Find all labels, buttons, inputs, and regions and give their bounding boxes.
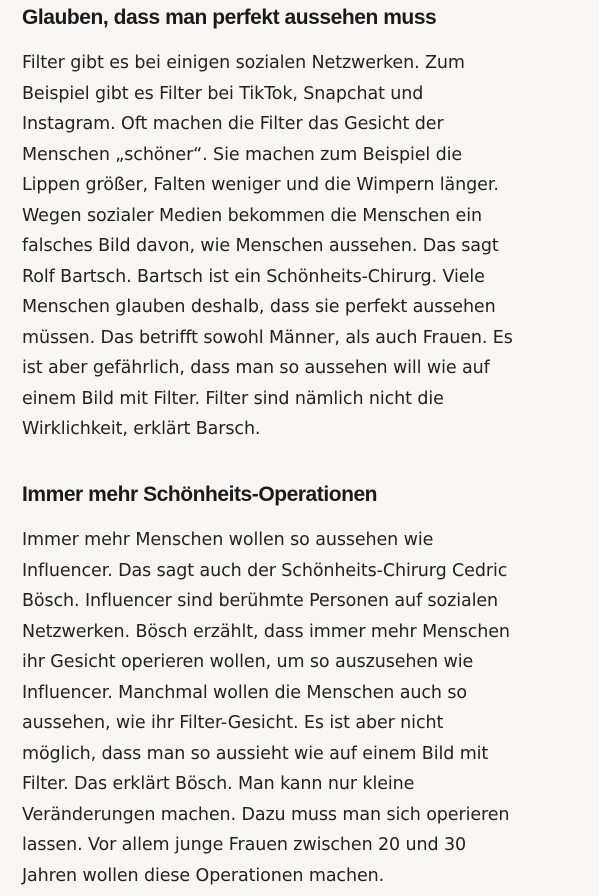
section-heading-operations: Immer mehr Schönheits-Operationen [22, 483, 378, 506]
text-line: Wirklichkeit, erklärt Barsch. [22, 419, 261, 439]
text-line: Filter. Das erklärt Bösch. Man kann nur kleine [22, 774, 415, 794]
text-line: müssen. Das betrifft sowohl Männer, als auch Frauen. Es [22, 327, 513, 348]
text-line: Immer mehr Menschen wollen so aussehen wie [22, 530, 434, 550]
text-line: Wegen sozialer Medien bekommen die Menschen ein [22, 205, 482, 226]
text-line: falsches Bild davon, wie Menschen aussehen. Das sagt [22, 236, 499, 256]
text-line: Influencer. Manchmal wollen die Menschen auch so [22, 682, 467, 703]
text-line: ihr Gesicht operieren wollen, um so auszusehen wie [22, 652, 474, 672]
text-line: Netzwerken. Bösch erzählt, dass immer mehr Menschen [22, 621, 510, 642]
text-line: Filter gibt es bei einigen sozialen Netzwerken. Zum [22, 53, 465, 73]
text-line: möglich, dass man so aussieht wie auf einem Bild mit [22, 743, 489, 764]
text-line: Bösch. Influencer sind berühmte Personen auf sozialen [22, 591, 499, 611]
text-line: Influencer. Das sagt auch der Schönheits-Chirurg Cedric [22, 560, 508, 581]
paragraph-operations [22, 525, 510, 891]
text-line: aussehen, wie ihr Filter-Gesicht. Es ist aber nicht [22, 713, 444, 733]
text-line: Instagram. Oft machen die Filter das Gesicht der [22, 114, 444, 134]
text-line: Menschen „schöner“. Sie machen zum Beispiel die [22, 144, 463, 165]
text-line: einem Bild mit Filter. Filter sind nämlich nicht die [22, 388, 444, 409]
text-line: Jahren wollen diese Operationen machen. [22, 865, 385, 886]
section-heading-filters: Glauben, dass man perfekt aussehen muss [22, 6, 437, 29]
text-line: Menschen glauben deshalb, dass sie perfekt aussehen [22, 297, 496, 317]
text-line: Lippen größer, Falten weniger und die Wimpern länger. [22, 175, 499, 195]
text-line: ist aber gefährlich, dass man so aussehen will wie auf [22, 358, 490, 378]
text-line: Beispiel gibt es Filter bei TikTok, Snapchat und [22, 83, 424, 104]
text-line: Veränderungen machen. Dazu muss man sich operieren [22, 804, 510, 825]
paragraph-filters [22, 48, 513, 445]
text-line: lassen. Vor allem junge Frauen zwischen 20 und 30 [22, 835, 467, 855]
text-line: Rolf Bartsch. Bartsch ist ein Schönheits-Chirurg. Viele [22, 266, 485, 287]
